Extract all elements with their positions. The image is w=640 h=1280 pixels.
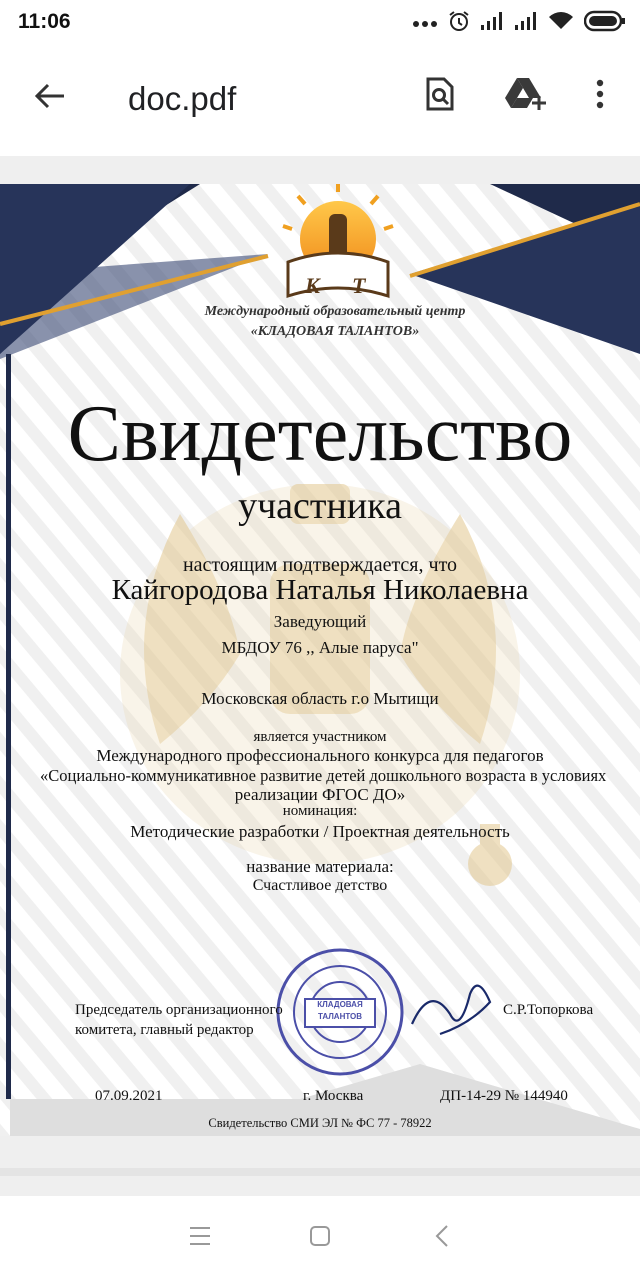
- wifi-icon: [548, 11, 574, 36]
- contest-topic-line1: «Социально-коммуникативное развитие детей дошкольного возраста в условиях: [40, 766, 607, 785]
- system-back-button[interactable]: [420, 1218, 464, 1258]
- contest-topic-line2: реализации ФГОС ДО»: [234, 785, 406, 804]
- back-button[interactable]: [26, 74, 74, 122]
- logo-letter-t: Т: [352, 273, 366, 298]
- navigation-bar: [0, 1196, 640, 1280]
- material-label: название материала:: [246, 857, 394, 876]
- chevron-left-icon: [434, 1224, 450, 1253]
- document-title: doc.pdf: [128, 80, 237, 117]
- org-name-line1: Международный образовательный центр: [204, 304, 466, 319]
- logo-letter-k: К: [305, 273, 320, 298]
- status-bar: [0, 0, 640, 44]
- alarm-icon: [448, 10, 470, 37]
- arrow-left-icon: [34, 82, 66, 115]
- recipient-position: Заведующий: [273, 612, 367, 631]
- nomination-value: Методические разработки / Проектная деятельность: [130, 822, 510, 841]
- status-icons: [412, 10, 626, 37]
- chair-title-line2: комитета, главный редактор: [75, 1022, 254, 1038]
- material-value: Счастливое детство: [252, 877, 388, 894]
- smi-registration: Свидетельство СМИ ЭЛ № ФС 77 - 78922: [208, 1116, 432, 1130]
- app-bar: [0, 44, 640, 156]
- certificate-subtitle: участника: [238, 485, 402, 527]
- contest-name: Международного профессионального конкурса для педагогов: [96, 746, 544, 765]
- confirm-text: настоящим подтверждается, что: [182, 554, 458, 576]
- certificate-number: ДП-14-29 № 144940: [440, 1088, 568, 1104]
- square-icon: [309, 1225, 331, 1252]
- more-notifications-icon: [412, 15, 438, 33]
- menu-lines-icon: [189, 1226, 211, 1251]
- issue-date: 07.09.2021: [95, 1088, 163, 1104]
- battery-icon: [584, 10, 626, 37]
- status-time: 11:06: [18, 10, 71, 33]
- chair-title-line1: Председатель организационного: [75, 1002, 283, 1018]
- participant-text: является участником: [253, 729, 387, 745]
- stamp-text-line1: КЛАДОВАЯ: [317, 1000, 363, 1009]
- overflow-menu-button[interactable]: [576, 72, 624, 120]
- recipient-name: Кайгородова Наталья Николаевна: [111, 574, 529, 606]
- pdf-page: [0, 184, 640, 1136]
- signal-icon-2: [514, 11, 538, 36]
- signal-icon: [480, 11, 504, 36]
- issue-city: г. Москва: [303, 1088, 364, 1104]
- find-in-page-icon: [425, 77, 455, 116]
- nomination-label: номинация:: [282, 803, 358, 819]
- search-document-button[interactable]: [416, 72, 464, 120]
- org-name-line2: «КЛАДОВАЯ ТАЛАНТОВ»: [250, 324, 420, 339]
- drive-add-icon: [505, 76, 547, 117]
- more-vertical-icon: [596, 79, 604, 114]
- add-to-drive-button[interactable]: [502, 72, 550, 120]
- recent-apps-button[interactable]: [178, 1218, 222, 1258]
- document-viewer[interactable]: [0, 156, 640, 1196]
- stamp-text-line2: ТАЛАНТОВ: [317, 1012, 363, 1021]
- certificate-title: Свидетельство: [67, 390, 573, 478]
- next-page-edge: [0, 1168, 640, 1176]
- home-button[interactable]: [298, 1218, 342, 1258]
- signer-name: С.Р.Топоркова: [503, 1002, 594, 1018]
- recipient-institution: МБДОУ 76 ,, Алые паруса": [221, 638, 419, 657]
- recipient-region: Московская область г.о Мытищи: [201, 689, 439, 708]
